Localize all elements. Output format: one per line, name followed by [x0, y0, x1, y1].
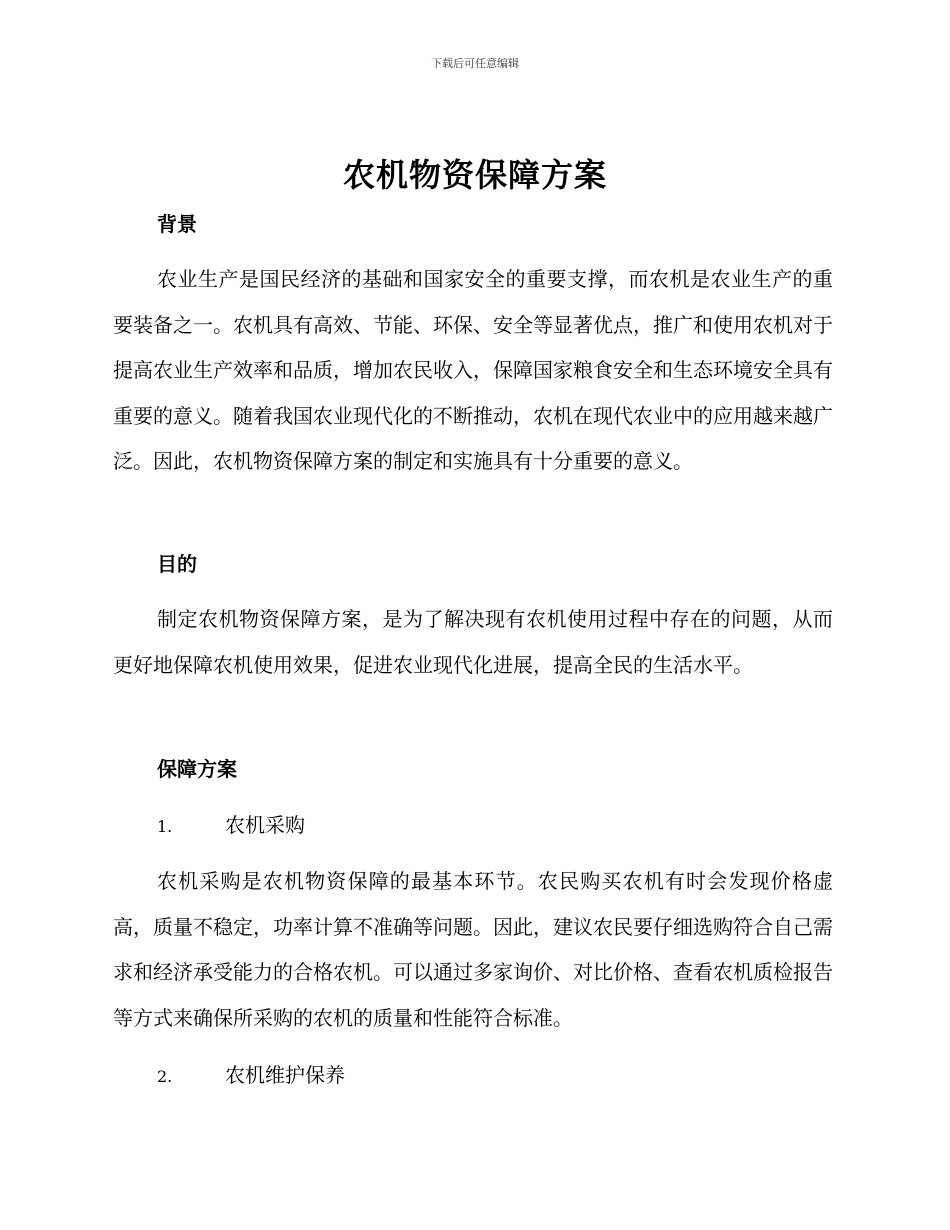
list-item-number: 1.	[157, 817, 173, 836]
list-item-label: 农机维护保养	[225, 1063, 345, 1087]
paragraph-purpose: 制定农机物资保障方案，是为了解决现有农机使用过程中存在的问题，从而更好地保障农机使用效果，促进农业现代化进展，提高全民的生活水平。	[113, 607, 833, 677]
section-heading-plan: 保障方案	[157, 757, 237, 781]
section-heading-background: 背景	[157, 212, 197, 236]
document-title: 农机物资保障方案	[342, 156, 607, 194]
list-item-maintenance	[157, 1059, 345, 1088]
section-heading-purpose: 目的	[157, 552, 197, 576]
list-item-number: 2.	[157, 1067, 173, 1086]
paragraph-procurement: 农机采购是农机物资保障的最基本环节。农民购买农机有时会发现价格虚高，质量不稳定，功率计算不准确等问题。因此，建议农民要仔细选购符合自己需求和经济承受能力的合格农机。可以通过多家询价、对比价格、查看农机质检报告等方式来确保所采购的农机的质量和性能符合标准。	[113, 869, 833, 1030]
page-header: 下载后可任意编辑	[431, 57, 519, 70]
list-item-procurement	[157, 809, 305, 838]
list-item-label: 农机采购	[225, 813, 305, 837]
paragraph-background: 农业生产是国民经济的基础和国家安全的重要支撑，而农机是农业生产的重要装备之一。农机具有高效、节能、环保、安全等显著优点，推广和使用农机对于提高农业生产效率和品质，增加农民收入，保障国家粮食安全和生态环境安全具有重要的意义。随着我国农业现代化的不断推动，农机在现代农业中的应用越来越广泛。因此，农机物资保障方案的制定和实施具有十分重要的意义。	[113, 267, 833, 473]
